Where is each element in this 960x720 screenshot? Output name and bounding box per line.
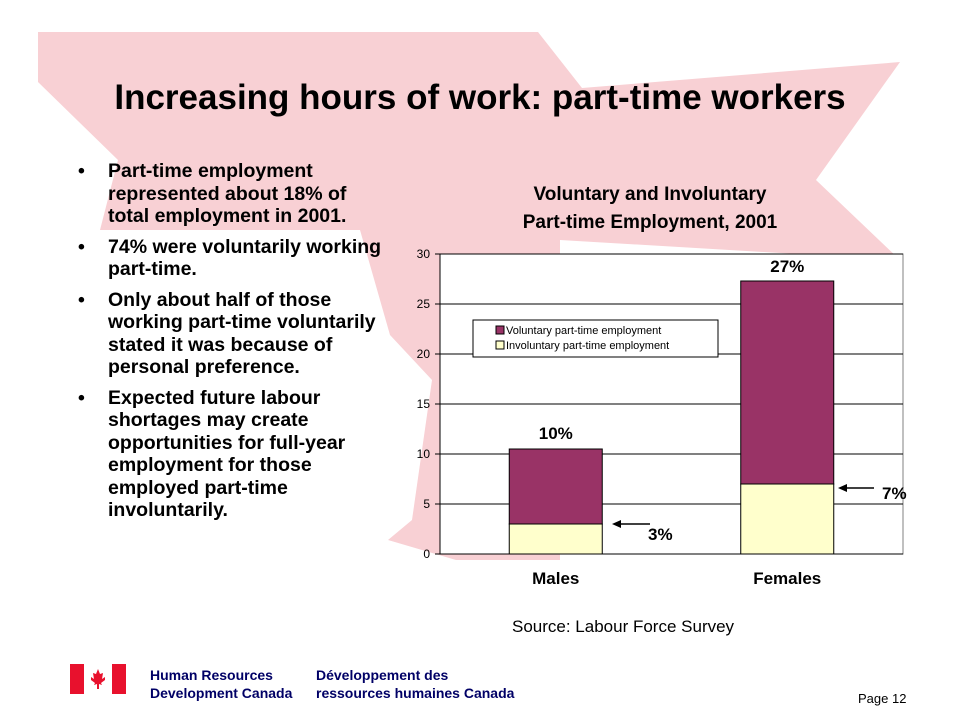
dept-name-en-line1: Human Resources [150, 667, 273, 683]
page-number: Page 12 [858, 691, 907, 706]
y-tick-label: 15 [416, 397, 430, 411]
legend-label: Voluntary part-time employment [506, 325, 662, 337]
x-tick-label: Males [532, 569, 580, 588]
dept-name-en-line2: Development Canada [150, 685, 293, 701]
y-tick-label: 30 [416, 247, 430, 261]
slide-title: Increasing hours of work: part-time workers [114, 78, 846, 117]
chart-title-line1: Voluntary and Involuntary [533, 184, 767, 205]
dept-name-fr-line2: ressources humaines Canada [316, 685, 515, 701]
y-tick-label: 0 [423, 547, 430, 561]
legend-swatch [496, 326, 504, 334]
x-tick-label: Females [753, 569, 822, 588]
source-note: Source: Labour Force Survey [512, 617, 735, 636]
bullet-item: • Only about half of those working part-time voluntarily stated it was because of personal preference. [72, 289, 382, 379]
bar-voluntary [509, 449, 602, 524]
data-label-total: 27% [770, 257, 805, 276]
bar-involuntary [741, 484, 834, 554]
dept-name-fr-line1: Développement des [316, 667, 449, 683]
y-tick-label: 25 [416, 297, 430, 311]
data-label-involuntary: 7% [882, 484, 907, 503]
bar-involuntary [509, 524, 602, 554]
chart-title-line2: Part-time Employment, 2001 [522, 212, 778, 233]
bullet-item: • Expected future labour shortages may create opportunities for full-year employment for those employed part-time involuntarily. [72, 387, 382, 522]
canada-flag-icon [70, 664, 126, 694]
y-tick-label: 10 [416, 447, 430, 461]
y-tick-label: 5 [423, 497, 430, 511]
y-tick-label: 20 [416, 347, 430, 361]
legend-label: Involuntary part-time employment [506, 340, 670, 352]
legend-swatch [496, 341, 504, 349]
data-label-total: 10% [538, 424, 573, 443]
bullet-item: • 74% were voluntarily working part-time. [72, 236, 382, 281]
bullet-item: • Part-time employment represented about 18% of total employment in 2001. [72, 160, 382, 228]
data-label-involuntary: 3% [648, 525, 673, 544]
bar-voluntary [741, 281, 834, 484]
